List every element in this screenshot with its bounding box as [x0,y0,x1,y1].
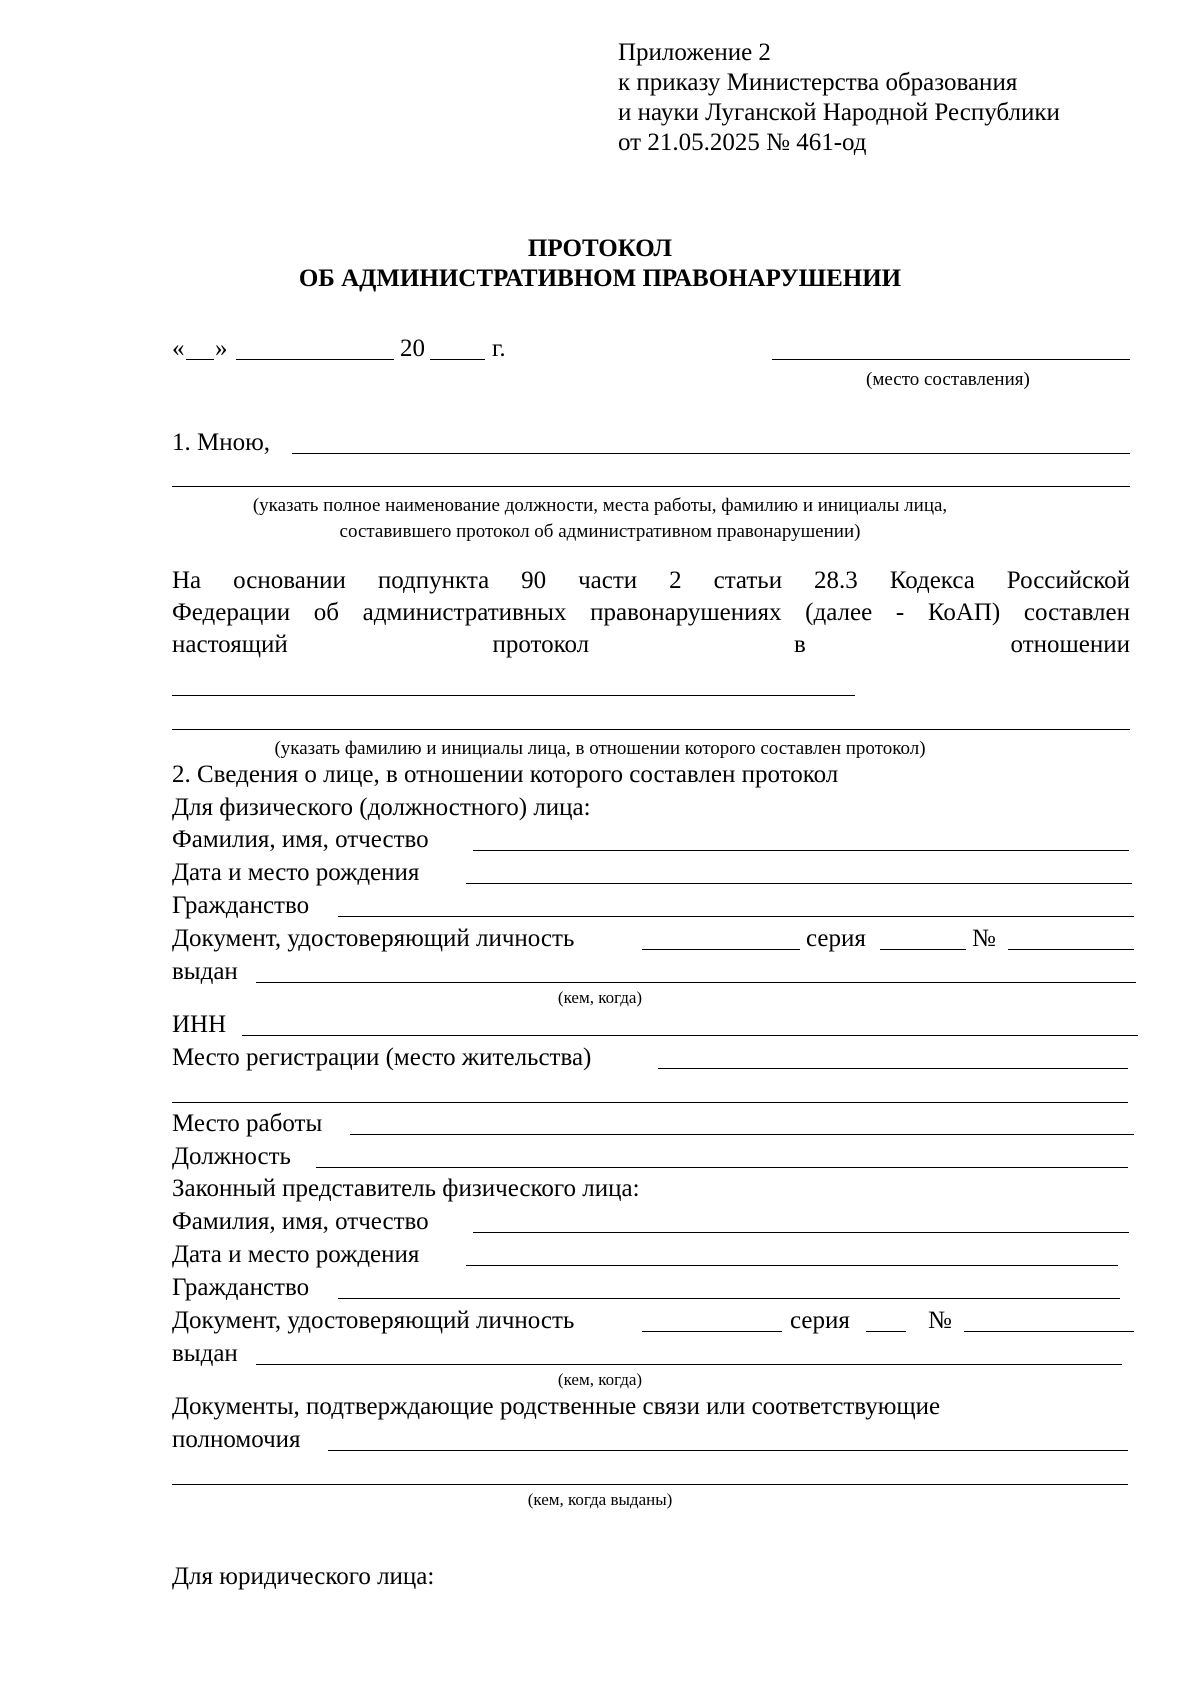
rep-fullname-label: Фамилия, имя, отчество [172,1208,429,1235]
basis-text-line3: настоящий протокол в отношении [172,631,1130,658]
inn-field[interactable] [242,1035,1138,1036]
legal-entity-heading: Для юридического лица: [172,1563,435,1590]
rep-fullname-field[interactable] [473,1232,1129,1233]
basis-text-line1: На основании подпункта 90 части 2 статьи 28.3 Кодекса Российской [172,567,1130,594]
rep-citizenship-label: Гражданство [172,1274,310,1301]
rep-series-label: серия [790,1307,850,1334]
registration-field[interactable] [658,1068,1128,1069]
rep-birth-label: Дата и место рождения [172,1241,420,1268]
rep-issued-field[interactable] [256,1364,1122,1365]
appendix-order-ref: к приказу Министерства образования [618,69,1018,96]
basis-text-line2: Федерации об административных правонарушениях (далее - КоАП) составлен [172,599,1130,626]
workplace-field[interactable] [350,1134,1134,1135]
rep-birth-field[interactable] [466,1265,1118,1266]
number-field[interactable] [1008,949,1134,950]
representative-heading: Законный представитель физического лица: [172,1175,640,1202]
person-field-line1[interactable] [172,695,855,696]
issued-caption: (кем, когда) [557,988,643,1007]
rep-number-label: № [928,1307,952,1334]
position-field[interactable] [316,1167,1128,1168]
year-suffix: г. [492,335,506,362]
fullname-label: Фамилия, имя, отчество [172,826,429,853]
section1-label: 1. Мною, [172,429,271,456]
inn-row [0,1010,1200,1042]
registration-row [0,1043,1200,1075]
rep-citizenship-field[interactable] [338,1298,1120,1299]
rep-issued-caption: (кем, когда) [557,1370,643,1389]
section2-heading: 2. Сведения о лице, в отношении которого составлен протокол [172,761,839,788]
person-field-row2 [0,704,1200,736]
rep-id-document-label: Документ, удостоверяющий личность [172,1307,575,1334]
appendix-number: Приложение 2 [618,39,771,66]
document-subtitle: ОБ АДМИНИСТРАТИВНОМ ПРАВОНАРУШЕНИИ [298,265,902,292]
birth-row [0,858,1200,890]
citizenship-field[interactable] [338,916,1134,917]
author-field[interactable] [292,453,1130,454]
docs-field[interactable] [328,1450,1128,1451]
series-label: серия [806,925,866,952]
citizenship-label: Гражданство [172,892,310,919]
quote-close: » [215,335,228,362]
docs-text-line1: Документы, подтверждающие родственные связи или соответствующие [172,1393,941,1420]
docs-label: полномочия [172,1426,301,1453]
registration-row2 [0,1077,1200,1109]
rep-citizenship-row [0,1273,1200,1305]
year-field[interactable] [430,359,485,360]
position-label: Должность [172,1143,291,1170]
position-row [0,1142,1200,1174]
rep-issued-label: выдан [172,1340,238,1367]
rep-id-document-field[interactable] [642,1331,782,1332]
issued-field[interactable] [256,982,1136,983]
appendix-ministry: и науки Луганской Народной Республики [618,99,1060,126]
place-field[interactable] [772,359,1130,360]
docs-field-line2[interactable] [172,1484,1128,1485]
issued-label: выдан [172,958,238,985]
workplace-row [0,1109,1200,1141]
date-place-line [0,334,1200,366]
section1-line [0,428,1200,460]
number-label: № [972,925,996,952]
docs-caption: (кем, когда выданы) [527,1490,673,1509]
person-field-line2[interactable] [172,729,1130,730]
person-caption: (указать фамилию и инициалы лица, в отношении которого составлен протокол) [274,738,926,759]
rep-fullname-row [0,1207,1200,1239]
appendix-date: от 21.05.2025 № 461-од [618,129,867,156]
issued-row [0,957,1200,989]
document-title: ПРОТОКОЛ [527,235,673,262]
author-caption-1: (указать полное наименование должности, места работы, фамилию и инициалы лица, [252,495,948,516]
rep-id-document-row [0,1306,1200,1338]
fullname-field[interactable] [473,850,1129,851]
rep-issued-row [0,1339,1200,1371]
author-caption-2: составившего протокол об административном правонарушении) [339,521,861,542]
id-document-field[interactable] [642,949,800,950]
inn-label: ИНН [172,1011,227,1038]
workplace-label: Место работы [172,1110,323,1137]
author-field-line2-row [0,461,1200,493]
id-document-label: Документ, удостоверяющий личность [172,925,575,952]
docs-row2 [0,1459,1200,1491]
fullname-row [0,825,1200,857]
citizenship-row [0,891,1200,923]
docs-row [0,1425,1200,1457]
year-prefix: 20 [400,335,425,362]
month-field[interactable] [236,359,394,360]
rep-series-field[interactable] [866,1331,906,1332]
registration-field-line2[interactable] [172,1102,1128,1103]
birth-field[interactable] [466,883,1132,884]
rep-birth-row [0,1240,1200,1272]
physical-person-heading: Для физического (должностного) лица: [172,794,591,821]
series-field[interactable] [880,949,966,950]
id-document-row [0,924,1200,956]
birth-label: Дата и место рождения [172,859,420,886]
place-caption: (место составления) [866,369,1030,390]
author-field-line2[interactable] [172,486,1130,487]
quote-open: « [172,335,185,362]
person-field-row1 [0,670,1200,702]
rep-number-field[interactable] [964,1331,1134,1332]
day-field[interactable] [186,359,214,360]
registration-label: Место регистрации (место жительства) [172,1044,592,1071]
